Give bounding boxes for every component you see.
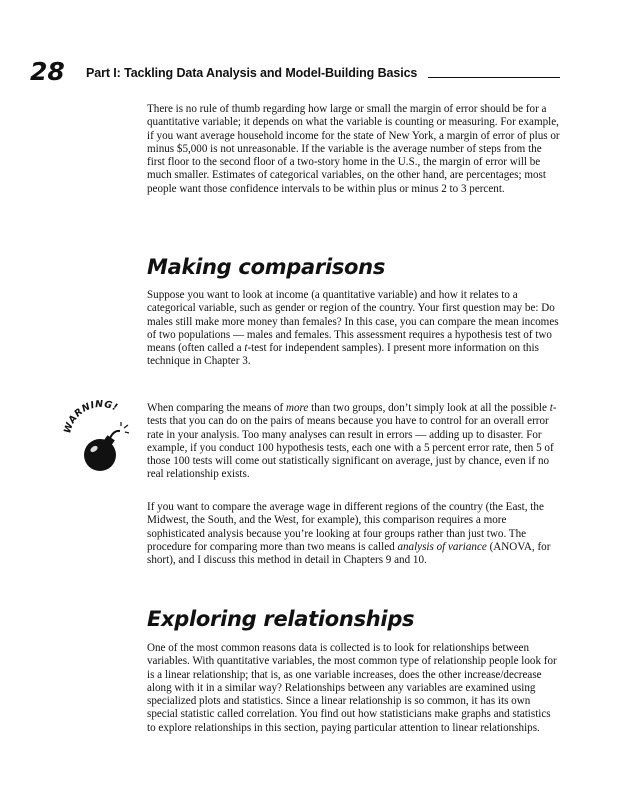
exploring-paragraph-1: One of the most common reasons data is collected is to look for relationships between variables. With quantitative variables, the most common type of relationship people look for is a linear relationship; that is, as one variable increases, does the other increase/decrease along with it in a similar way? Relationships between any variables are examined using specialized plots and statistics. Since a linear relationship is so common, it has its own special statistic called correlation. You find out how statisticians make graphs and statistics to explore relationships in this section, paying particular attention to linear relationships. [147,642,557,734]
section-title-exploring-relationships: Exploring relationships [147,607,415,631]
intro-paragraph: There is no rule of thumb regarding how large or small the margin of error should be for a quantitative variable; it depends on what the variable is counting or measuring. For example, if you want average household income for the state of New York, a margin of error of plus or minus $5,000 is not unreasonable. If the variable is the average number of steps from the first floor to the second floor of a two-story home in the U.S., the margin of error will be much smaller. Estimates of categorical variables, on the other hand, are percentages; most people want those confidence intervals to be within plus or minus 2 to 3 percent. [147,103,560,195]
section-title-making-comparisons: Making comparisons [147,255,386,279]
running-head: Part I: Tackling Data Analysis and Model-Building Basics [86,66,418,80]
page-number: 28 [30,57,65,86]
making-paragraph-1: Suppose you want to look at income (a quantitative variable) and how it relates to a categorical variable, such as gender or region of the country. Your first question may be: Do males still make more money than females? In this case, you can compare the mean incomes of two populations — males and females. This assessment requires a hypothesis test of two means (often called a t-test for independent samples). I present more information on this technique in Chapter 3. [147,289,559,368]
warning-block [147,402,560,482]
exploring-para-1-block [147,642,560,735]
making-para-3-block [147,501,560,567]
warning-bomb-icon [62,398,140,476]
making-para-1-block [147,289,560,369]
page-header [30,58,560,88]
warning-label: WARNING! [62,398,120,435]
header-rule [428,77,560,78]
warning-paragraph: When comparing the means of more than two groups, don’t simply look at all the possible t-tests that you can do on the pairs of means because you have to control for an overall error rate in your analysis. Too many analyses can result in errors — adding up to disaster. For example, if you conduct 100 hypothesis tests, each one with a 5 percent error rate, then 5 of those 100 tests will come out statistically significant on average, just by chance, even if no real relationship exists. [147,402,557,481]
intro-block [147,103,560,196]
making-paragraph-3: If you want to compare the average wage in different regions of the country (the East, the Midwest, the South, and the West, for example), this comparison requires a more sophisticated analysis because you’re looking at four groups rather than just two. The procedure for comparing more than two means is called analysis of variance (ANOVA, for short), and I discuss this method in detail in Chapters 9 and 10. [147,501,551,567]
